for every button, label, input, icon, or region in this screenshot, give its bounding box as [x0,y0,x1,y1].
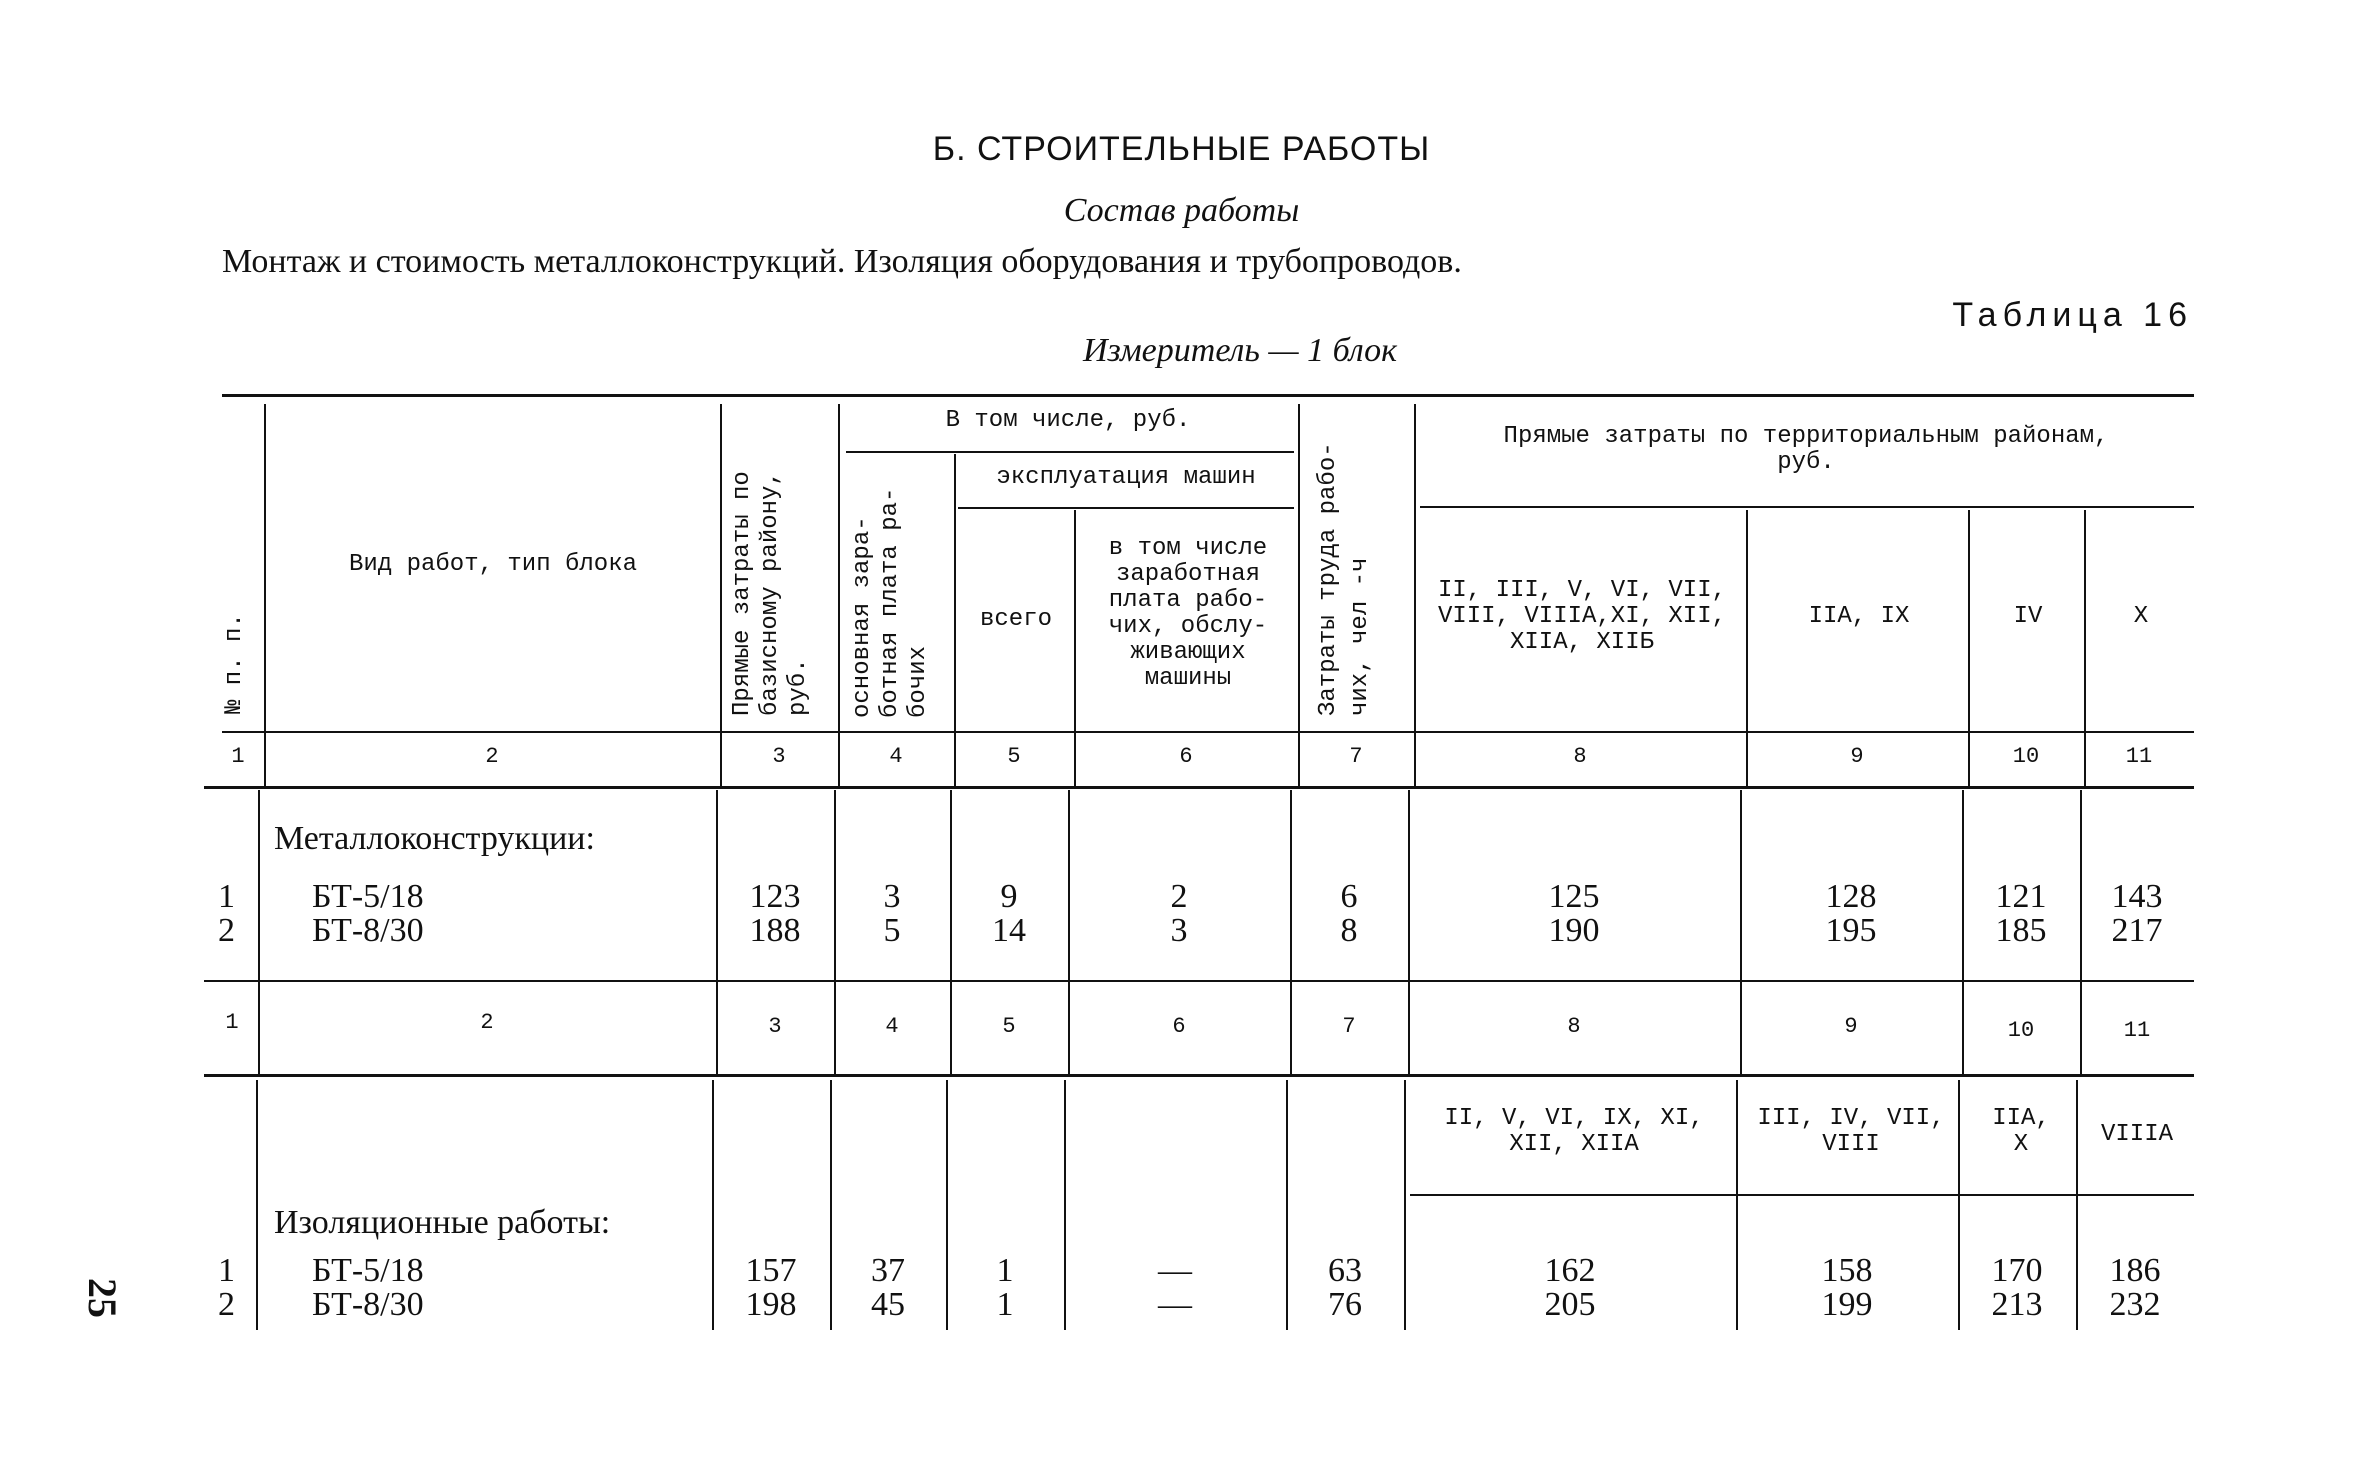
block-type: БТ-8/30 [312,1286,424,1323]
header-labor-line2: чих, чел -ч [1347,557,1374,716]
column-number: 1 [225,1010,239,1035]
header-machines-group: эксплуатация машин [996,464,1256,491]
cell-region-4: 217 [2111,912,2163,949]
cell-labor: 8 [1340,912,1358,949]
column-number: 3 [768,1014,782,1039]
header-regions-group-line: Прямые затраты по территориальным районам, [1503,423,2109,450]
cell-wage: 45 [871,1286,905,1323]
cell-labor: 63 [1328,1252,1362,1289]
section2-region-3 [1962,1106,2080,1158]
cell-region-2: 195 [1825,912,1877,949]
cell-region-4: 186 [2109,1252,2161,1289]
cell-wage: 3 [883,878,901,915]
column-number: 3 [772,744,786,769]
vline [838,404,840,788]
section2-region-2 [1740,1106,1962,1158]
column-number: 2 [485,744,499,769]
cell-direct: 157 [745,1252,797,1289]
header-machines-wage [1078,536,1298,692]
cell-direct: 188 [749,912,801,949]
section2-region-2-line: III, IV, VII, [1757,1105,1945,1132]
section-subheading: Состав работы [1063,192,1300,229]
cell-wage: 37 [871,1252,905,1289]
column-number: 7 [1349,744,1363,769]
header-machines-wage-line: машины [1144,665,1232,692]
column-number: 4 [885,1014,899,1039]
vline [256,1080,258,1330]
cell-region-1: 190 [1548,912,1600,949]
section2-region-3-line: X [2013,1131,2029,1158]
section2-region-1-line: II, V, VI, IX, XI, [1444,1105,1704,1132]
column-number: 6 [1179,744,1193,769]
header-region-2: IIA, IX [1808,603,1910,630]
header-machines-wage-line: в том числе [1108,535,1268,562]
header-wage-line2: ботная плата ра- [877,487,904,718]
row-number: 1 [218,878,235,915]
table-top-rule [222,394,2194,397]
rule-colnums-bottom [204,786,2194,789]
header-machines-wage-line: чих, обслу- [1108,613,1268,640]
section2-region-4: VIIIA [2100,1121,2173,1148]
header-incl-group: В том числе, руб. [945,407,1191,434]
column-number: 9 [1844,1014,1858,1039]
cell-region-2: 199 [1821,1286,1873,1323]
column-number: 2 [480,1010,494,1035]
header-region-1-line: VIII, VIIIA,XI, XII, [1437,603,1727,630]
header-direct-costs-line1: Прямые затраты по [729,471,756,716]
column-number: 5 [1002,1014,1016,1039]
section-heading: Б. СТРОИТЕЛЬНЫЕ РАБОТЫ [932,130,1431,168]
cell-region-3: 213 [1991,1286,2043,1323]
column-number: 10 [2007,1018,2035,1043]
header-region-3: IV [2013,603,2043,630]
section2-region-3-line: IIA, [1992,1105,2050,1132]
vline [1298,404,1300,788]
cell-region-4: 143 [2111,878,2163,915]
rule-colnums2-bottom [204,1074,2194,1077]
block-type: БТ-8/30 [312,912,424,949]
section2-region-1 [1408,1106,1740,1158]
header-region-1 [1418,578,1746,656]
block-type: БТ-5/18 [312,1252,424,1289]
column-number: 11 [2125,744,2153,769]
cell-region-1: 205 [1544,1286,1596,1323]
header-regions-group-line: руб. [1777,449,1835,476]
section2-region-2-line: VIII [1822,1131,1880,1158]
column-number: 6 [1172,1014,1186,1039]
cell-labor: 76 [1328,1286,1362,1323]
page-number: 25 [80,1278,125,1318]
column-number: 8 [1573,744,1587,769]
header-region-1-line: II, III, V, VI, VII, [1437,577,1727,604]
column-number: 5 [1007,744,1021,769]
cell-region-2: 128 [1825,878,1877,915]
header-direct-costs-line2: базисному району, [757,471,784,716]
cell-machines-wage: — [1158,1252,1192,1289]
rule-machines-group [958,507,1294,509]
vline [258,790,260,980]
column-number: 9 [1850,744,1864,769]
cell-direct: 198 [745,1286,797,1323]
rule-section1-bottom [204,980,2194,982]
header-machines-total: всего [979,606,1052,633]
vline [954,454,956,788]
cell-machines-wage: 3 [1170,912,1188,949]
column-number: 10 [2012,744,2040,769]
cell-region-4: 232 [2109,1286,2161,1323]
rule-header-bottom [222,731,2194,733]
column-number: 8 [1567,1014,1581,1039]
header-wage-line3: бочих [905,645,932,718]
column-number: 7 [1342,1014,1356,1039]
cell-machines-total: 1 [996,1252,1014,1289]
header-direct-costs-line3: руб. [785,658,812,716]
row-number: 2 [218,1286,235,1323]
cell-wage: 5 [883,912,901,949]
row-number: 1 [218,1252,235,1289]
rule-incl-group [846,451,1294,453]
table-number: Таблица 16 [1952,296,2193,334]
block-type: БТ-5/18 [312,878,424,915]
header-machines-wage-line: заработная [1115,561,1261,588]
header-region-1-line: XIIA, XIIБ [1509,629,1655,656]
vline [1414,404,1416,788]
column-number: 11 [2123,1018,2151,1043]
row-number: 2 [218,912,235,949]
section2-region-1-line: XII, XIIA [1509,1131,1639,1158]
rule-regions-group [1420,506,2194,508]
column-number: 1 [231,744,245,769]
cell-labor: 6 [1340,878,1358,915]
vline [264,404,266,788]
header-work-type: Вид работ, тип блока [348,551,638,578]
header-row-number: № п. п. [221,613,248,714]
work-description: Монтаж и стоимость металлоконструкций. Изоляция оборудования и трубопроводов. [222,243,1462,280]
header-machines-wage-line: плата рабо- [1108,587,1268,614]
section-title-metal: Металлоконструкции: [274,820,595,857]
cell-region-2: 158 [1821,1252,1873,1289]
cell-region-1: 162 [1544,1252,1596,1289]
cell-region-3: 121 [1995,878,2047,915]
cell-region-3: 185 [1995,912,2047,949]
vline [720,404,722,788]
cell-machines-total: 14 [992,912,1026,949]
section-title-insulation: Изоляционные работы: [274,1204,611,1241]
measure-unit: Измеритель — 1 блок [1083,332,1397,369]
header-labor-line1: Затраты труда рабо- [1315,442,1342,716]
header-regions-group [1418,424,2194,476]
header-wage-line1: основная зара- [849,516,876,718]
cell-region-3: 170 [1991,1252,2043,1289]
cell-region-1: 125 [1548,878,1600,915]
cell-machines-wage: — [1158,1286,1192,1323]
cell-machines-total: 1 [996,1286,1014,1323]
cell-direct: 123 [749,878,801,915]
header-machines-wage-line: живающих [1130,639,1246,666]
cell-machines-wage: 2 [1170,878,1188,915]
column-number: 4 [889,744,903,769]
header-region-4: X [2133,603,2149,630]
cell-machines-total: 9 [1000,878,1018,915]
